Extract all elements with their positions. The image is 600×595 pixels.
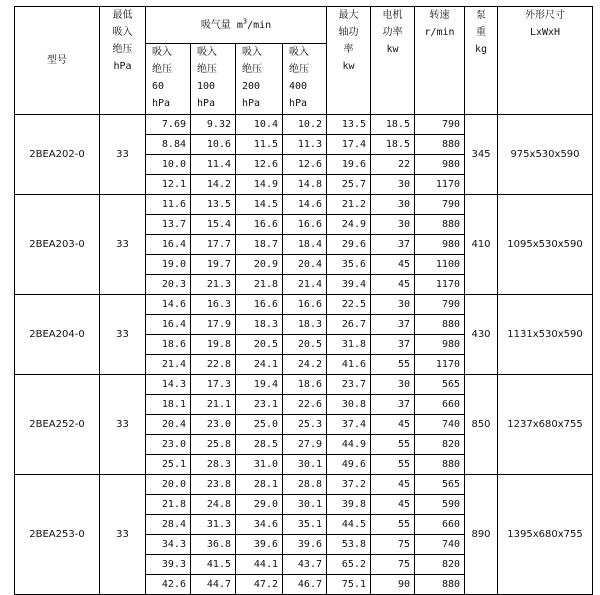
value-cell: 65.2 (327, 555, 371, 575)
header-line: 绝压 (112, 44, 133, 55)
value-cell: 55 (371, 435, 415, 455)
value-cell: 22.6 (283, 395, 327, 415)
value-cell: 19.6 (327, 155, 371, 175)
header-line: hPa (289, 98, 308, 109)
value-cell: 1170 (415, 175, 465, 195)
header-model (15, 7, 100, 115)
value-cell: 20.9 (236, 255, 283, 275)
value-cell: 35.1 (283, 515, 327, 535)
header-line: kw (386, 44, 399, 55)
weight-cell: 890 (465, 475, 498, 595)
table-row (15, 375, 593, 395)
value-cell: 53.8 (327, 535, 371, 555)
value-cell: 55 (371, 455, 415, 475)
value-cell: 44.5 (327, 515, 371, 535)
value-cell: 21.8 (236, 275, 283, 295)
value-cell: 23.1 (236, 395, 283, 415)
value-cell: 49.6 (327, 455, 371, 475)
value-cell: 22.5 (327, 295, 371, 315)
value-cell: 18.3 (283, 315, 327, 335)
header-line: kg (474, 44, 488, 55)
min-pressure-cell: 33 (100, 475, 146, 595)
value-cell: 18.1 (146, 395, 191, 415)
value-cell: 39.3 (146, 555, 191, 575)
value-cell: 18.5 (371, 135, 415, 155)
value-cell: 39.6 (283, 535, 327, 555)
value-cell: 37 (371, 335, 415, 355)
value-cell: 740 (415, 535, 465, 555)
value-cell: 11.5 (236, 135, 283, 155)
value-cell: 790 (415, 115, 465, 135)
value-cell: 14.6 (283, 195, 327, 215)
value-cell: 17.4 (327, 135, 371, 155)
value-cell: 37.2 (327, 475, 371, 495)
dimensions-cell: 975x530x590 (498, 115, 593, 195)
dimensions-cell: 1237x680x755 (498, 375, 593, 475)
value-cell: 790 (415, 295, 465, 315)
value-cell: 820 (415, 555, 465, 575)
value-cell: 590 (415, 495, 465, 515)
value-cell: 18.6 (146, 335, 191, 355)
header-dimensions (498, 7, 593, 115)
dimensions-cell: 1095x530x590 (498, 195, 593, 295)
header-line: 400 (289, 81, 308, 92)
value-cell: 16.6 (236, 215, 283, 235)
value-cell: 28.5 (236, 435, 283, 455)
value-cell: 30.1 (283, 495, 327, 515)
min-pressure-cell: 33 (100, 115, 146, 195)
header-line: 外形尺寸 (525, 10, 565, 21)
header-line: r/min (424, 27, 455, 38)
header-model-label: 型号 (47, 55, 67, 66)
value-cell: 19.8 (191, 335, 236, 355)
value-cell: 23.0 (146, 435, 191, 455)
value-cell: 820 (415, 435, 465, 455)
header-line: 吸入 (112, 27, 133, 38)
value-cell: 20.5 (283, 335, 327, 355)
value-cell: 39.6 (236, 535, 283, 555)
header-row-1 (15, 7, 593, 44)
header-line: 绝压 (152, 64, 172, 75)
value-cell: 20.5 (236, 335, 283, 355)
value-cell: 45 (371, 255, 415, 275)
value-cell: 565 (415, 475, 465, 495)
header-line: 最低 (112, 10, 133, 21)
value-cell: 10.6 (191, 135, 236, 155)
value-cell: 34.3 (146, 535, 191, 555)
header-min-pressure (100, 7, 146, 115)
header-line: 泵 (476, 10, 486, 21)
value-cell: 740 (415, 415, 465, 435)
weight-cell: 850 (465, 375, 498, 475)
header-airflow-suffix: /min (247, 19, 272, 31)
header-airflow-sup: 3 (242, 17, 248, 26)
header-line: 吸入 (152, 47, 172, 58)
value-cell: 13.5 (191, 195, 236, 215)
value-cell: 24.8 (191, 495, 236, 515)
value-cell: 21.3 (191, 275, 236, 295)
header-line: 200 (242, 81, 261, 92)
model-cell: 2BEA204-0 (15, 295, 100, 375)
value-cell: 10.0 (146, 155, 191, 175)
value-cell: 880 (415, 315, 465, 335)
value-cell: 1170 (415, 355, 465, 375)
value-cell: 21.4 (146, 355, 191, 375)
value-cell: 37 (371, 235, 415, 255)
value-cell: 880 (415, 135, 465, 155)
value-cell: 22 (371, 155, 415, 175)
value-cell: 30 (371, 215, 415, 235)
value-cell: 16.4 (146, 235, 191, 255)
header-line: 60 (152, 81, 165, 92)
header-line: 电机 (382, 10, 403, 21)
header-line: 率 (343, 44, 354, 55)
value-cell: 29.0 (236, 495, 283, 515)
value-cell: 27.9 (283, 435, 327, 455)
value-cell: 25.1 (146, 455, 191, 475)
value-cell: 42.6 (146, 575, 191, 595)
value-cell: 90 (371, 575, 415, 595)
value-cell: 25.3 (283, 415, 327, 435)
value-cell: 880 (415, 215, 465, 235)
value-cell: 12.6 (283, 155, 327, 175)
header-airflow-sub (236, 44, 283, 115)
value-cell: 25.7 (327, 175, 371, 195)
header-line: hPa (152, 98, 171, 109)
value-cell: 28.4 (146, 515, 191, 535)
value-cell: 10.2 (283, 115, 327, 135)
weight-cell: 410 (465, 195, 498, 295)
dimensions-cell: 1131x530x590 (498, 295, 593, 375)
value-cell: 24.9 (327, 215, 371, 235)
model-cell: 2BEA203-0 (15, 195, 100, 295)
value-cell: 28.8 (283, 475, 327, 495)
min-pressure-cell: 33 (100, 195, 146, 295)
header-line: 最大 (338, 10, 359, 21)
value-cell: 45 (371, 415, 415, 435)
value-cell: 16.6 (283, 215, 327, 235)
value-cell: 41.5 (191, 555, 236, 575)
value-cell: 14.3 (146, 375, 191, 395)
value-cell: 21.1 (191, 395, 236, 415)
value-cell: 41.6 (327, 355, 371, 375)
value-cell: 45 (371, 495, 415, 515)
value-cell: 20.3 (146, 275, 191, 295)
value-cell: 16.3 (191, 295, 236, 315)
header-line: kw (342, 61, 355, 72)
header-line: 绝压 (242, 64, 262, 75)
header-line: hPa (242, 98, 261, 109)
value-cell: 30 (371, 295, 415, 315)
value-cell: 980 (415, 155, 465, 175)
value-cell: 18.3 (236, 315, 283, 335)
header-weight (465, 7, 498, 115)
value-cell: 16.4 (146, 315, 191, 335)
value-cell: 17.9 (191, 315, 236, 335)
value-cell: 44.1 (236, 555, 283, 575)
value-cell: 30.1 (283, 455, 327, 475)
header-line: LxWxH (529, 27, 561, 38)
value-cell: 11.3 (283, 135, 327, 155)
value-cell: 39.8 (327, 495, 371, 515)
value-cell: 30 (371, 375, 415, 395)
header-line: 转速 (429, 10, 450, 21)
model-cell: 2BEA202-0 (15, 115, 100, 195)
value-cell: 20.0 (146, 475, 191, 495)
value-cell: 8.84 (146, 135, 191, 155)
value-cell: 17.7 (191, 235, 236, 255)
value-cell: 23.8 (191, 475, 236, 495)
value-cell: 10.4 (236, 115, 283, 135)
value-cell: 565 (415, 375, 465, 395)
value-cell: 45 (371, 475, 415, 495)
value-cell: 17.3 (191, 375, 236, 395)
value-cell: 15.4 (191, 215, 236, 235)
header-line: 重 (476, 27, 486, 38)
value-cell: 30 (371, 175, 415, 195)
table-row (15, 195, 593, 215)
header-speed (415, 7, 465, 115)
header-line: 功率 (382, 27, 403, 38)
value-cell: 12.1 (146, 175, 191, 195)
dimensions-cell: 1395x680x755 (498, 475, 593, 595)
value-cell: 25.0 (236, 415, 283, 435)
value-cell: 1170 (415, 275, 465, 295)
value-cell: 37.4 (327, 415, 371, 435)
header-line: 绝压 (289, 64, 309, 75)
value-cell: 13.5 (327, 115, 371, 135)
value-cell: 45 (371, 275, 415, 295)
value-cell: 660 (415, 395, 465, 415)
value-cell: 18.5 (371, 115, 415, 135)
value-cell: 46.7 (283, 575, 327, 595)
value-cell: 21.2 (327, 195, 371, 215)
value-cell: 980 (415, 235, 465, 255)
model-cell: 2BEA253-0 (15, 475, 100, 595)
value-cell: 24.2 (283, 355, 327, 375)
value-cell: 28.3 (191, 455, 236, 475)
table-row (15, 295, 593, 315)
value-cell: 47.2 (236, 575, 283, 595)
value-cell: 11.6 (146, 195, 191, 215)
value-cell: 660 (415, 515, 465, 535)
value-cell: 18.7 (236, 235, 283, 255)
value-cell: 36.8 (191, 535, 236, 555)
value-cell: 18.6 (283, 375, 327, 395)
header-airflow-sub (191, 44, 236, 115)
value-cell: 14.9 (236, 175, 283, 195)
value-cell: 37 (371, 395, 415, 415)
value-cell: 20.4 (283, 255, 327, 275)
header-airflow-prefix: 吸气量 m (200, 19, 243, 31)
header-max-shaft-power (327, 7, 371, 115)
value-cell: 14.5 (236, 195, 283, 215)
header-line: hPa (113, 61, 132, 72)
value-cell: 37 (371, 315, 415, 335)
header-line: 100 (197, 81, 216, 92)
weight-cell: 430 (465, 295, 498, 375)
header-line: 吸入 (197, 47, 217, 58)
value-cell: 22.8 (191, 355, 236, 375)
value-cell: 55 (371, 355, 415, 375)
value-cell: 25.8 (191, 435, 236, 455)
value-cell: 35.6 (327, 255, 371, 275)
value-cell: 44.7 (191, 575, 236, 595)
value-cell: 880 (415, 455, 465, 475)
value-cell: 30.8 (327, 395, 371, 415)
value-cell: 44.9 (327, 435, 371, 455)
value-cell: 19.0 (146, 255, 191, 275)
value-cell: 14.8 (283, 175, 327, 195)
header-airflow (146, 7, 327, 44)
value-cell: 16.6 (283, 295, 327, 315)
value-cell: 11.4 (191, 155, 236, 175)
value-cell: 75.1 (327, 575, 371, 595)
value-cell: 19.7 (191, 255, 236, 275)
value-cell: 21.4 (283, 275, 327, 295)
value-cell: 16.6 (236, 295, 283, 315)
value-cell: 31.0 (236, 455, 283, 475)
value-cell: 14.2 (191, 175, 236, 195)
value-cell: 75 (371, 535, 415, 555)
header-line: 吸入 (289, 47, 309, 58)
value-cell: 13.7 (146, 215, 191, 235)
value-cell: 23.0 (191, 415, 236, 435)
min-pressure-cell: 33 (100, 295, 146, 375)
value-cell: 31.3 (191, 515, 236, 535)
header-line: hPa (197, 98, 216, 109)
model-cell: 2BEA252-0 (15, 375, 100, 475)
value-cell: 20.4 (146, 415, 191, 435)
min-pressure-cell: 33 (100, 375, 146, 475)
weight-cell: 345 (465, 115, 498, 195)
value-cell: 18.4 (283, 235, 327, 255)
header-airflow-sub (283, 44, 327, 115)
pump-spec-table (14, 6, 593, 595)
value-cell: 30 (371, 195, 415, 215)
value-cell: 34.6 (236, 515, 283, 535)
table-row (15, 115, 593, 135)
value-cell: 55 (371, 515, 415, 535)
value-cell: 14.6 (146, 295, 191, 315)
value-cell: 21.8 (146, 495, 191, 515)
value-cell: 26.7 (327, 315, 371, 335)
value-cell: 31.8 (327, 335, 371, 355)
value-cell: 12.6 (236, 155, 283, 175)
value-cell: 43.7 (283, 555, 327, 575)
value-cell: 29.6 (327, 235, 371, 255)
value-cell: 39.4 (327, 275, 371, 295)
header-line: 轴功 (338, 27, 359, 38)
table-row (15, 475, 593, 495)
value-cell: 23.7 (327, 375, 371, 395)
value-cell: 75 (371, 555, 415, 575)
value-cell: 1100 (415, 255, 465, 275)
header-motor-power (371, 7, 415, 115)
value-cell: 980 (415, 335, 465, 355)
value-cell: 790 (415, 195, 465, 215)
value-cell: 7.69 (146, 115, 191, 135)
header-airflow-sub (146, 44, 191, 115)
value-cell: 24.1 (236, 355, 283, 375)
header-line: 绝压 (197, 64, 217, 75)
value-cell: 880 (415, 575, 465, 595)
header-line: 吸入 (242, 47, 262, 58)
value-cell: 28.1 (236, 475, 283, 495)
value-cell: 9.32 (191, 115, 236, 135)
value-cell: 19.4 (236, 375, 283, 395)
